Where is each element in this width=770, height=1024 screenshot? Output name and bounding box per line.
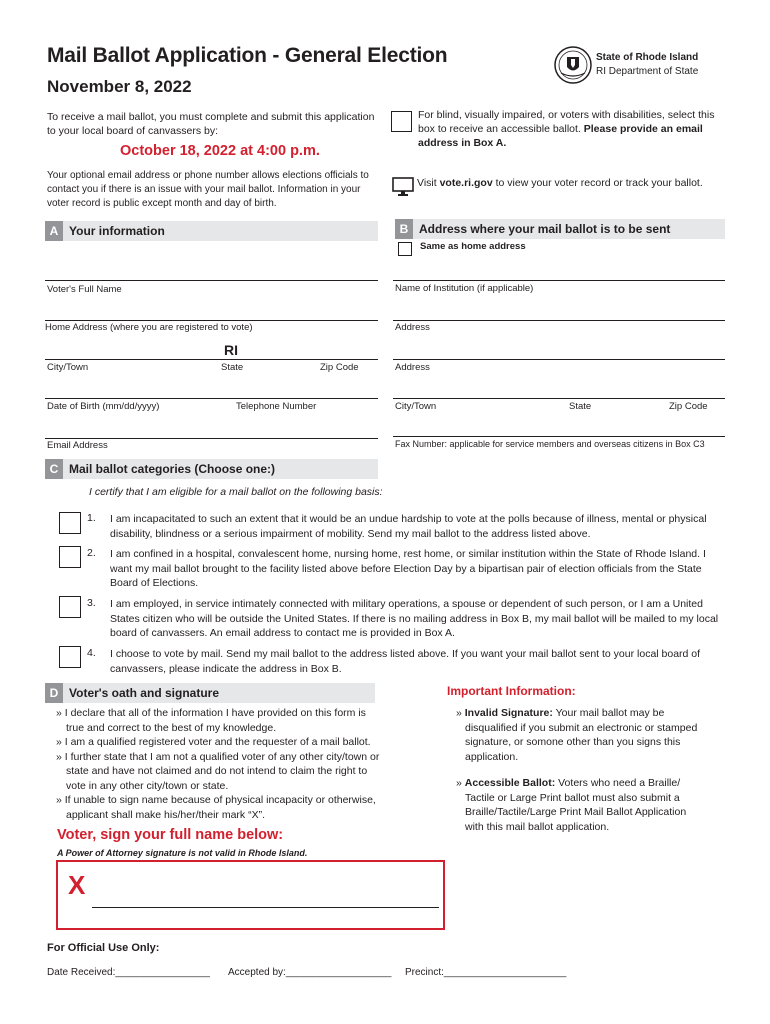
email-field[interactable] xyxy=(45,438,378,439)
phone-label: Telephone Number xyxy=(236,401,317,412)
org-department: RI Department of State xyxy=(596,66,699,77)
city-label: City/Town xyxy=(47,362,89,373)
bullet: » xyxy=(456,707,465,719)
dob-phone-field[interactable] xyxy=(45,398,378,399)
mail-address2-field[interactable] xyxy=(393,359,725,360)
official-use-title: For Official Use Only: xyxy=(47,942,160,954)
section-b-header xyxy=(395,219,725,239)
accepted-by-field: Accepted by:___________________ xyxy=(228,967,392,978)
section-d-header xyxy=(45,683,375,703)
section-a-title: Your information xyxy=(69,224,165,238)
home-address-label: Home Address (where you are registered to vote) xyxy=(45,322,253,333)
important-item-heading: Accessible Ballot: xyxy=(464,777,556,789)
category-1-text: I am incapacitated to such an extent that it would be an undue hardship to vote at the polls because of illness, mental or physical disability, blindness or a serious impairment of mobility. Send my mail ballot to the address listed above. xyxy=(110,513,707,540)
category-4-number: 4. xyxy=(87,647,96,659)
important-item-text: Voters who need a Braille/ Tactile or Large Print ballot must also submit a Braille/Tactile/Large Print Mail Ballot Application with this mail ballot application. xyxy=(465,777,687,833)
section-b-letter: B xyxy=(395,219,413,239)
intro-text: To receive a mail ballot, you must complete and submit this application to your local board of canvassers by: xyxy=(47,111,375,137)
mail-state-label: State xyxy=(569,401,592,412)
vote-ri-link[interactable]: vote.ri.gov xyxy=(439,177,493,189)
accessible-ballot-text xyxy=(418,108,718,150)
email-label: Email Address xyxy=(47,440,108,451)
section-a-header xyxy=(45,221,378,241)
section-b-title: Address where your mail ballot is to be sent xyxy=(419,222,671,236)
important-item-signature xyxy=(456,706,706,764)
mail-address1-label: Address xyxy=(395,322,430,333)
accessible-ballot-desc: For blind, visually impaired, or voters with disabilities, select this box to receive an accessible ballot. xyxy=(418,109,715,135)
category-3-checkbox[interactable] xyxy=(59,596,81,618)
org-name: State of Rhode Island xyxy=(596,52,699,63)
oath-item: » I declare that all of the information I have provided on this form is true and correct to the best of my knowledge. xyxy=(56,707,366,734)
election-date: November 8, 2022 xyxy=(47,77,192,96)
same-as-home-checkbox[interactable] xyxy=(398,242,412,256)
category-2-text: I am confined in a hospital, convalescent home, nursing home, rest home, or similar institution within the State of Rhode Island. I want my mail ballot brought to the facility listed above before Election Day by a bipartisan pair of election officials from the State Board of Elections. xyxy=(110,548,706,589)
important-item-heading: Invalid Signature: xyxy=(464,707,553,719)
category-2-checkbox[interactable] xyxy=(59,546,81,568)
bullet: » xyxy=(456,777,465,789)
home-address-field[interactable] xyxy=(45,320,378,321)
mail-address2-label: Address xyxy=(395,362,430,373)
category-4-text: I choose to vote by mail. Send my mail ballot to the address listed above. If you want your mail ballot sent to your local board of canvassers, please indicate the address in Box B. xyxy=(110,648,701,675)
mail-city-label: City/Town xyxy=(395,401,437,412)
visit-text xyxy=(417,177,703,189)
optional-contact-note: Your optional email address or phone number allows elections officials to contact you if there is an issue with your mail ballot. Information in your voter record is public except month and day of birth. xyxy=(47,170,369,209)
computer-monitor-icon xyxy=(392,176,414,198)
oath-item: » I further state that I am not a qualified voter of any other city/town or state and have not claimed and do not intend to claim the right to vote in any other city/town or state. xyxy=(56,750,380,792)
category-1-checkbox[interactable] xyxy=(59,512,81,534)
accessible-ballot-email-note: Please provide an email address in Box A. xyxy=(418,123,703,149)
city-state-zip-field[interactable] xyxy=(45,359,378,360)
visit-prefix: Visit xyxy=(417,177,440,189)
section-d-letter: D xyxy=(45,683,63,703)
category-3-text: I am employed, in service intimately connected with military operations, a spouse or dependent of such person, or I am a United States citizen who will be outside the United States. If there is no mailing address in Box B, my mail ballot will be mailed to my local board of canvassers. An email address to contact me is provided in Box A. xyxy=(110,598,719,639)
mail-address1-field[interactable] xyxy=(393,320,725,321)
important-info-list xyxy=(456,706,706,834)
section-a-letter: A xyxy=(45,221,63,241)
oath-item: » If unable to sign name because of physical incapacity or otherwise, applicant shall make his/her/their mark “X”. xyxy=(56,794,376,821)
mail-zip-label: Zip Code xyxy=(669,401,708,412)
oath-item: » I am a qualified registered voter and the requester of a mail ballot. xyxy=(56,736,371,748)
deadline: October 18, 2022 at 4:00 p.m. xyxy=(120,143,320,159)
full-name-label: Voter's Full Name xyxy=(47,284,122,295)
signature-line[interactable] xyxy=(92,907,439,908)
date-received-field: Date Received:_________________ xyxy=(47,967,210,978)
certify-text: I certify that I am eligible for a mail ballot on the following basis: xyxy=(89,486,383,498)
fax-field[interactable] xyxy=(393,436,725,437)
important-item-accessible xyxy=(456,776,706,834)
dob-label: Date of Birth (mm/dd/yyyy) xyxy=(47,401,160,412)
category-4-checkbox[interactable] xyxy=(59,646,81,668)
section-c-header xyxy=(45,459,378,479)
state-seal-icon xyxy=(553,45,593,85)
signature-box[interactable] xyxy=(56,860,445,930)
visit-suffix: to view your voter record or track your ballot. xyxy=(492,177,703,189)
category-3-number: 3. xyxy=(87,597,96,609)
full-name-field[interactable] xyxy=(45,280,378,281)
oath-list xyxy=(56,706,386,822)
signature-x-mark: X xyxy=(68,870,86,900)
sign-title: Voter, sign your full name below: xyxy=(57,827,284,843)
category-2-number: 2. xyxy=(87,547,96,559)
same-as-home-label: Same as home address xyxy=(420,241,526,252)
form-title: Mail Ballot Application - General Election xyxy=(47,44,448,67)
institution-field[interactable] xyxy=(393,280,725,281)
mail-city-state-zip-field[interactable] xyxy=(393,398,725,399)
fax-label: Fax Number: applicable for service members and overseas citizens in Box C3 xyxy=(395,439,705,449)
section-d-title: Voter's oath and signature xyxy=(69,686,219,700)
accessible-ballot-checkbox[interactable] xyxy=(391,111,412,132)
precinct-field: Precinct:______________________ xyxy=(405,967,567,978)
important-info-title: Important Information: xyxy=(447,684,576,698)
important-item-text: Your mail ballot may be disqualified if you submit an electronic or stamped signature, or somone other than you signs this application. xyxy=(465,707,698,763)
category-1-number: 1. xyxy=(87,512,96,524)
zip-label: Zip Code xyxy=(320,362,359,373)
state-ri-value: RI xyxy=(224,342,238,358)
section-c-title: Mail ballot categories (Choose one:) xyxy=(69,462,276,476)
poa-note: A Power of Attorney signature is not valid in Rhode Island. xyxy=(57,848,308,858)
state-label: State xyxy=(221,362,244,373)
institution-label: Name of Institution (if applicable) xyxy=(395,283,534,294)
section-c-letter: C xyxy=(45,459,63,479)
